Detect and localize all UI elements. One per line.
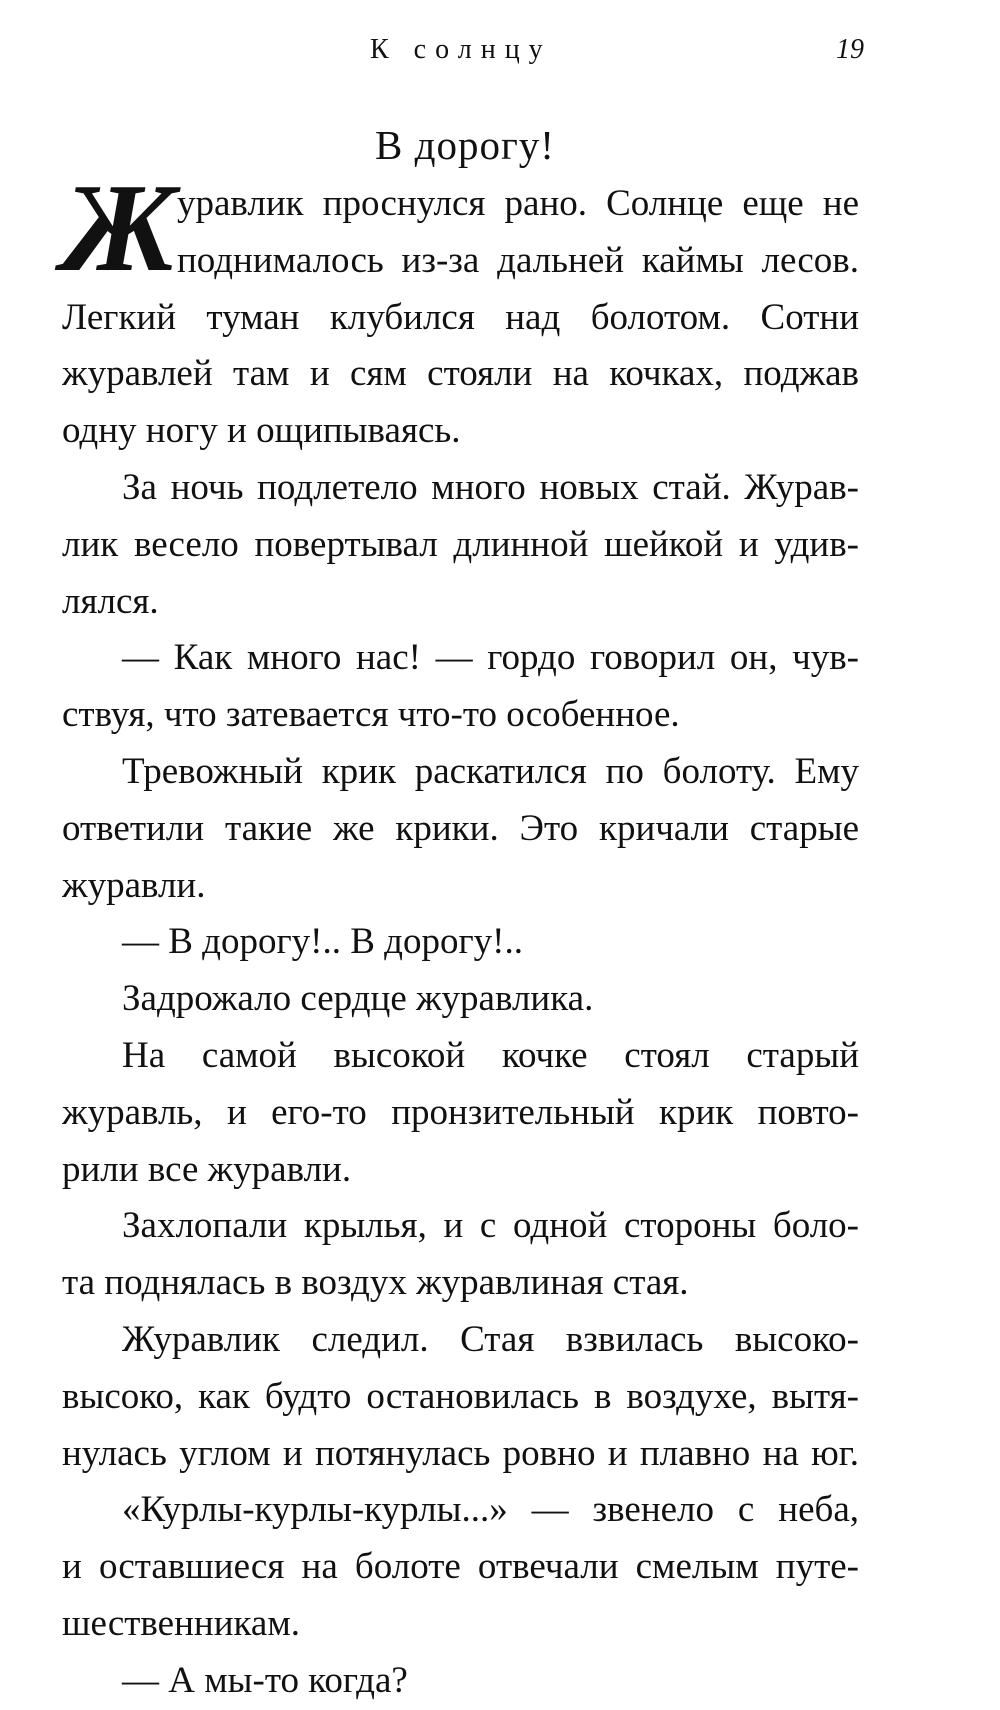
text-line: журавли. <box>62 864 206 906</box>
text-line: — А мы-то когда? <box>122 1659 408 1701</box>
text-line: журавль, и его-то пронзительный крик повто- <box>62 1091 859 1133</box>
text-line: На самой высокой кочке стоял старый <box>122 1034 859 1076</box>
text-line: — В дорогу!.. В дорогу!.. <box>122 921 524 963</box>
text-line: Легкий туман клубился над болотом. Сотни <box>62 296 859 338</box>
text-line: ствуя, что затевается что-то особенное. <box>62 694 680 736</box>
text-line: Тревожный крик раскатился по болоту. Ему <box>122 750 859 792</box>
body-text <box>62 176 859 1710</box>
text-line: лялся. <box>62 580 159 622</box>
text-line: уравлик проснулся рано. Солнце еще не <box>177 183 859 224</box>
text-line: За ночь подлетело много новых стай. Журав- <box>122 466 859 508</box>
running-title: К солнцу <box>370 34 552 65</box>
text-line: — Как много нас! — гордо говорил он, чув- <box>122 637 859 679</box>
text-line: «Курлы-курлы-курлы...» — звенело с неба, <box>122 1489 859 1531</box>
text-line: Задрожало сердце журавлика. <box>122 978 594 1020</box>
text-line: лик весело повертывал длинной шейкой и удив- <box>62 523 859 565</box>
text-line: журавлей там и сям стояли на кочках, поджав <box>62 353 859 395</box>
text-line: Захлопали крылья, и с одной стороны боло- <box>122 1205 859 1247</box>
drop-cap: Ж <box>62 159 178 298</box>
text-line: шественникам. <box>62 1602 301 1644</box>
text-line: та поднялась в воздух журавлиная стая. <box>62 1262 689 1304</box>
text-line: поднималось из-за дальней каймы лесов. <box>177 239 859 281</box>
text-line: нулась углом и потянулась ровно и плавно на юг. <box>62 1432 859 1474</box>
text-line: и оставшиеся на болоте отвечали смелым путе- <box>62 1546 859 1588</box>
text-line: одну ногу и ощипываясь. <box>62 410 461 452</box>
text-line: рили все журавли. <box>62 1148 352 1190</box>
running-head <box>0 34 1000 74</box>
chapter-title: В дорогу! <box>375 122 555 168</box>
page-number: 19 <box>836 34 864 65</box>
text-line: ответили такие же крики. Это кричали старые <box>62 807 859 849</box>
text-line: Журавлик следил. Стая взвилась высоко- <box>122 1318 859 1360</box>
text-line: высоко, как будто остановилась в воздухе, вытя- <box>62 1375 859 1417</box>
